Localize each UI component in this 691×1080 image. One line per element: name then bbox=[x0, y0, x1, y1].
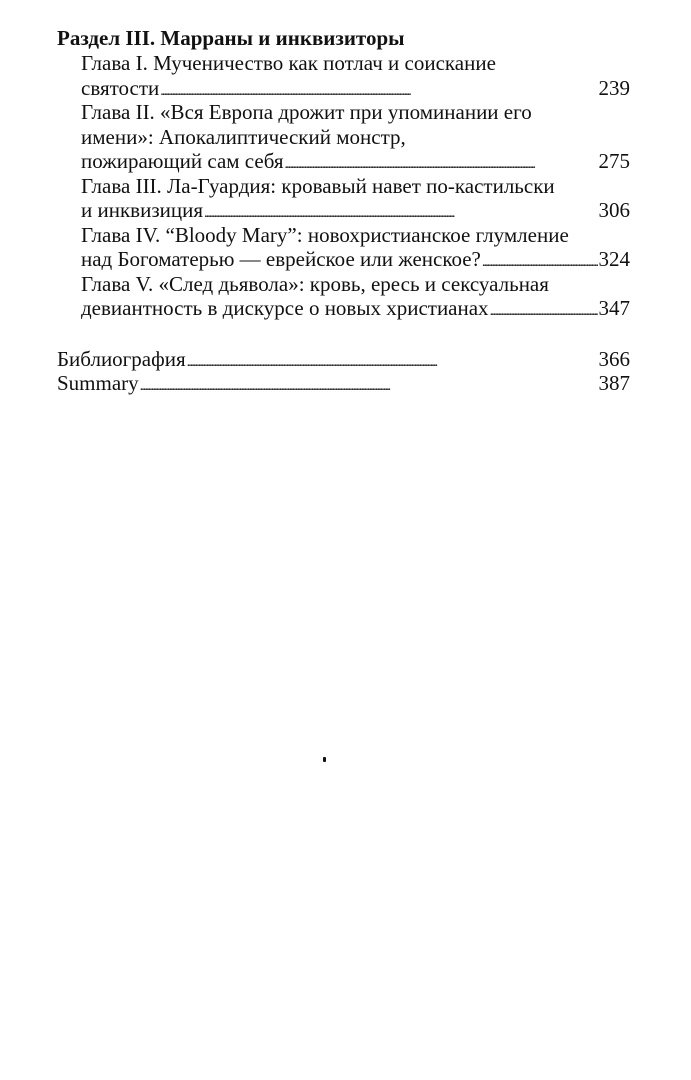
toc-entry-text: и инквизиция bbox=[81, 198, 203, 222]
toc-line bbox=[81, 223, 630, 248]
dot-leader bbox=[140, 371, 598, 400]
toc-entry-text: Глава I. Мученичество как потлач и соискание bbox=[81, 51, 496, 75]
toc-entry-chapter-5 bbox=[57, 272, 630, 321]
toc-line bbox=[81, 296, 630, 321]
toc-entry-text: имени»: Апокалиптический монстр, bbox=[81, 124, 406, 149]
section-title: Раздел III. Марраны и инквизиторы bbox=[57, 26, 405, 50]
page-number: 239 bbox=[598, 75, 630, 100]
toc-entry-text: над Богоматерью — еврейское или женское? bbox=[81, 247, 481, 271]
toc-line bbox=[57, 371, 630, 396]
chapter-list bbox=[57, 51, 630, 321]
toc-entry-text: Глава V. «След дьявола»: кровь, ересь и сексуальная bbox=[81, 271, 549, 296]
toc-entry-summary bbox=[57, 371, 630, 396]
toc-entry-text: Библиография bbox=[57, 346, 186, 371]
back-matter-list bbox=[57, 347, 630, 396]
toc-entry-chapter-1 bbox=[57, 51, 630, 100]
toc-entry-text: святости bbox=[81, 75, 160, 100]
toc-entry-chapter-2 bbox=[57, 100, 630, 174]
toc-line bbox=[81, 198, 630, 223]
page-number: 306 bbox=[598, 198, 630, 222]
toc-entry-text: пожирающий сам себя bbox=[81, 149, 284, 173]
page-number: 347 bbox=[598, 296, 630, 320]
toc-entry-text: Глава II. «Вся Европа дрожит при упоминании его bbox=[81, 100, 532, 124]
page-number: 366 bbox=[598, 346, 630, 371]
toc-line bbox=[81, 272, 630, 297]
toc-entry-text: Глава IV. “Bloody Mary”: новохристианское глумление bbox=[81, 222, 569, 247]
toc-line bbox=[81, 247, 630, 272]
page-number: 275 bbox=[598, 149, 630, 173]
page-number: 387 bbox=[598, 371, 630, 395]
print-speck bbox=[323, 757, 326, 762]
dot-leader bbox=[490, 296, 598, 325]
toc-line bbox=[81, 76, 630, 101]
toc-entry-bibliography bbox=[57, 347, 630, 372]
toc-line bbox=[81, 149, 630, 174]
toc-line bbox=[81, 125, 630, 150]
toc-line bbox=[57, 347, 630, 372]
table-of-contents bbox=[57, 26, 630, 417]
toc-entry-chapter-3 bbox=[57, 174, 630, 223]
toc-entry-text: Summary bbox=[57, 371, 139, 395]
toc-entry-text: девиантность в дискурсе о новых христианах bbox=[81, 296, 489, 320]
toc-entry-text: Глава III. Ла-Гуардия: кровавый навет по-кастильски bbox=[81, 173, 555, 198]
toc-line bbox=[81, 51, 630, 76]
toc-line bbox=[81, 174, 630, 199]
page-number: 324 bbox=[598, 247, 630, 271]
toc-entry-chapter-4 bbox=[57, 223, 630, 272]
